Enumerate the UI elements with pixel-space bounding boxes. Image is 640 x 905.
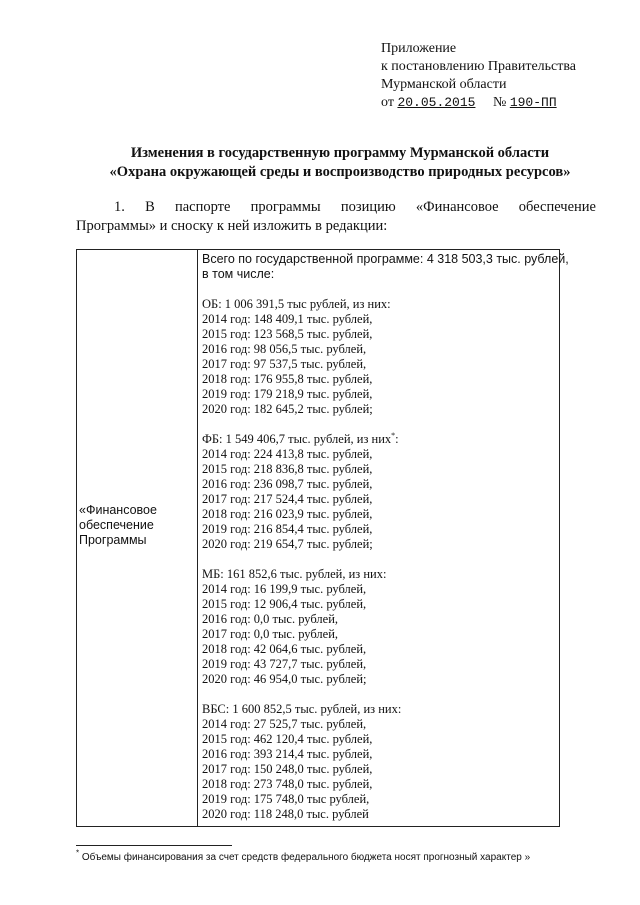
funding-group-header-text: ВБС: 1 600 852,5 тыс. рублей, из них: (202, 702, 402, 716)
funding-year-row: 2015 год: 218 836,8 тыс. рублей, (202, 462, 373, 476)
footnote (76, 848, 531, 864)
group-spacer (202, 417, 557, 432)
footnote-reference: * (391, 430, 396, 440)
position-name-cell (79, 503, 195, 548)
funding-year-row: 2016 год: 0,0 тыс. рублей, (202, 612, 339, 626)
funding-year-row: 2019 год: 179 218,9 тыс. рублей, (202, 387, 373, 401)
paragraph-line-2: Программы» и сноску к ней изложить в редакции: (76, 218, 388, 234)
document-title (60, 144, 620, 182)
funding-group-header-text: ФБ: 1 549 406,7 тыс. рублей, из них (202, 432, 392, 446)
funding-year-row: 2014 год: 224 413,8 тыс. рублей, (202, 447, 373, 461)
funding-year-row: 2017 год: 150 248,0 тыс. рублей, (202, 762, 373, 776)
document-number: 190-ПП (509, 95, 557, 110)
appendix-line-3: Мурманской области (381, 77, 507, 92)
funding-year-row: 2020 год: 219 654,7 тыс. рублей; (202, 537, 373, 551)
document-date: 20.05.2015 (397, 95, 476, 110)
funding-year-row: 2014 год: 148 409,1 тыс. рублей, (202, 312, 373, 326)
total-line: в том числе: (202, 267, 275, 281)
appendix-line-2: к постановлению Правительства (381, 59, 577, 74)
funding-year-row: 2016 год: 98 056,5 тыс. рублей, (202, 342, 367, 356)
group-spacer (202, 552, 557, 567)
appendix-line-1: Приложение (381, 41, 457, 56)
funding-year-row: 2014 год: 27 525,7 тыс. рублей, (202, 717, 367, 731)
total-line: Всего по государственной программе: 4 318 503,3 тыс. рублей, (202, 252, 569, 266)
funding-year-row: 2014 год: 16 199,9 тыс. рублей, (202, 582, 367, 596)
funding-year-row: 2015 год: 12 906,4 тыс. рублей, (202, 597, 367, 611)
funding-group-header-tail: : (395, 432, 399, 446)
funding-year-row: 2017 год: 0,0 тыс. рублей, (202, 627, 339, 641)
title-line-2: «Охрана окружающей среды и воспроизводство природных ресурсов» (109, 164, 571, 180)
funding-year-row: 2017 год: 97 537,5 тыс. рублей, (202, 357, 367, 371)
funding-year-row: 2015 год: 123 568,5 тыс. рублей, (202, 327, 373, 341)
funding-group-header-text: МБ: 161 852,6 тыс. рублей, из них: (202, 567, 387, 581)
funding-group-header (202, 702, 557, 717)
funding-year-row: 2020 год: 46 954,0 тыс. рублей; (202, 672, 367, 686)
funding-year-row: 2019 год: 175 748,0 тыс рублей, (202, 792, 370, 806)
position-name-line: Программы (79, 533, 147, 547)
position-name-line: обеспечение (79, 518, 154, 532)
appendix-date-line (381, 94, 576, 112)
funding-year-row: 2016 год: 393 214,4 тыс. рублей, (202, 747, 373, 761)
group-spacer (202, 687, 557, 702)
funding-year-row: 2019 год: 43 727,7 тыс. рублей, (202, 657, 367, 671)
funding-year-row: 2015 год: 462 120,4 тыс. рублей, (202, 732, 373, 746)
funding-group-header (202, 567, 557, 582)
funding-year-row: 2020 год: 118 248,0 тыс. рублей (202, 807, 369, 821)
table-column-divider (197, 250, 198, 826)
paragraph-line-1: 1. В паспорте программы позицию «Финансовое обеспечение (114, 199, 596, 215)
financing-table (76, 249, 569, 827)
number-label: № (492, 95, 507, 110)
amendment-paragraph (76, 198, 596, 236)
funding-group-header-text: ОБ: 1 006 391,5 тыс рублей, из них: (202, 297, 391, 311)
funding-year-row: 2018 год: 176 955,8 тыс. рублей, (202, 372, 373, 386)
footnote-text: Объемы финансирования за счет средств федерального бюджета носят прогнозный характер » (79, 852, 531, 863)
funding-year-row: 2020 год: 182 645,2 тыс. рублей; (202, 402, 373, 416)
funding-year-row: 2018 год: 216 023,9 тыс. рублей, (202, 507, 373, 521)
funding-year-row: 2018 год: 273 748,0 тыс. рублей, (202, 777, 373, 791)
footnote-separator (76, 845, 232, 846)
appendix-header (381, 40, 576, 112)
financing-details-cell (202, 252, 569, 822)
from-label: от (381, 95, 394, 110)
title-line-1: Изменения в государственную программу Мурманской области (130, 145, 550, 161)
funding-year-row: 2016 год: 236 098,7 тыс. рублей, (202, 477, 373, 491)
group-spacer (202, 282, 557, 297)
funding-year-row: 2019 год: 216 854,4 тыс. рублей, (202, 522, 373, 536)
funding-year-row: 2018 год: 42 064,6 тыс. рублей, (202, 642, 367, 656)
funding-group-header (202, 297, 557, 312)
position-name-line: «Финансовое (79, 503, 157, 517)
footnote-mark: * (76, 848, 80, 858)
funding-group-header (202, 432, 557, 447)
funding-year-row: 2017 год: 217 524,4 тыс. рублей, (202, 492, 373, 506)
